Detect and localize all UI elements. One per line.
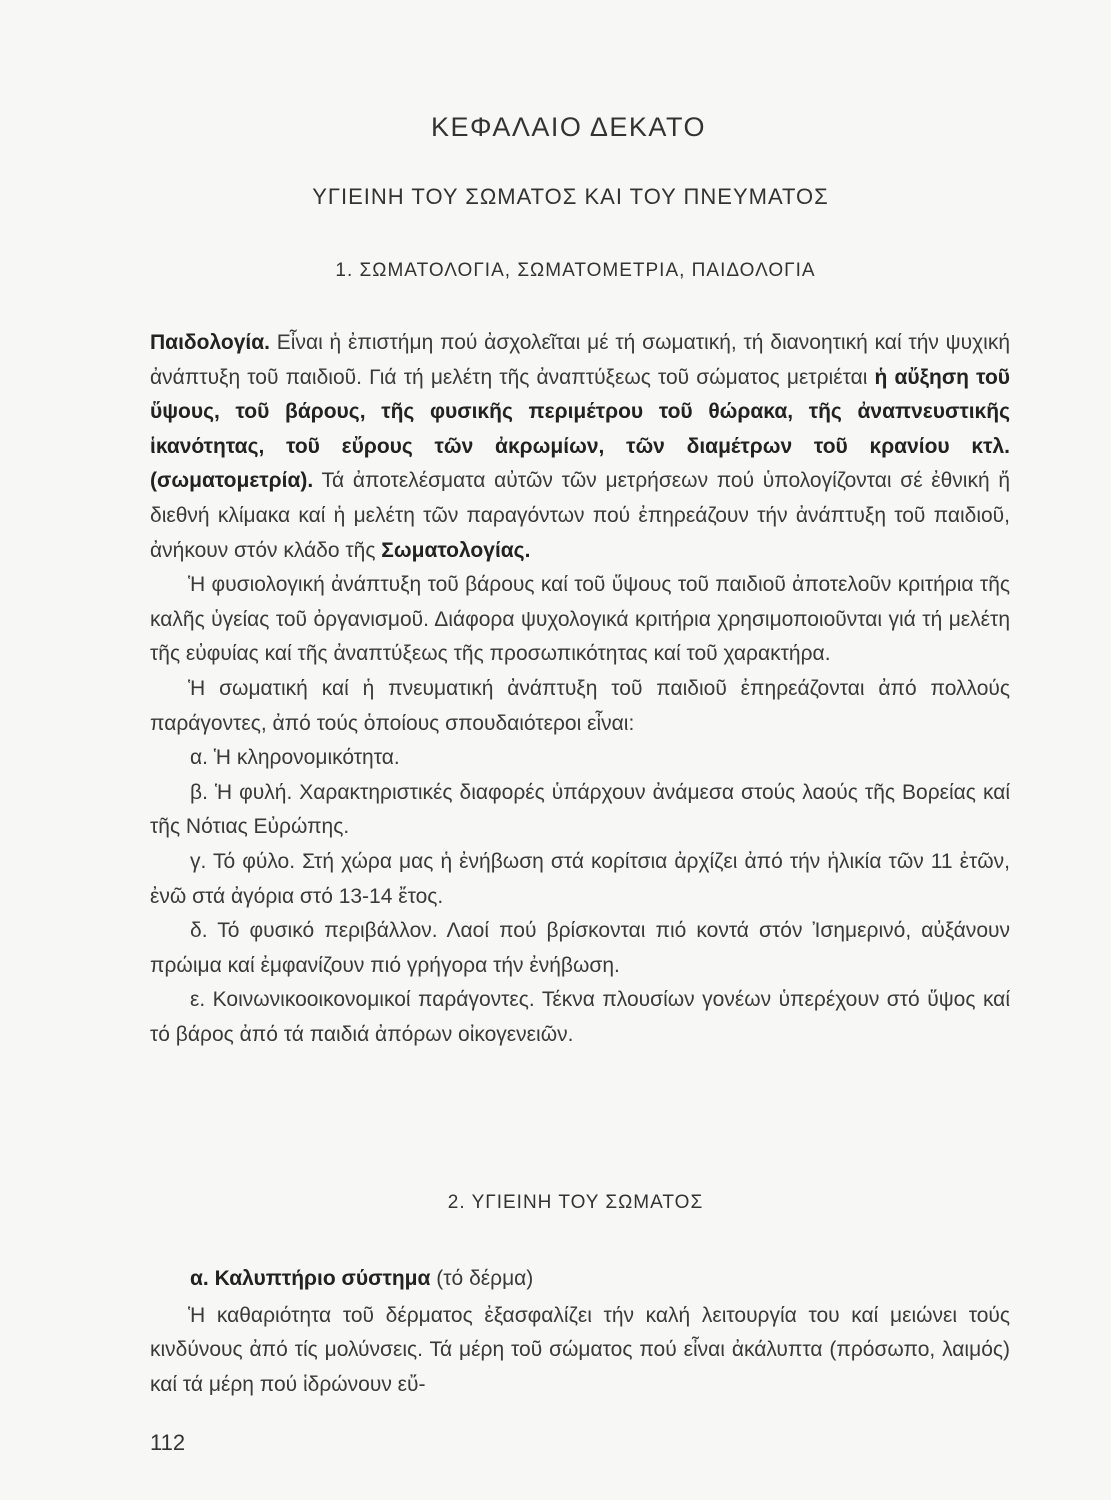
section1-heading: 1. ΣΩΜΑΤΟΛΟΓΙΑ, ΣΩΜΑΤΟΜΕΤΡΙΑ, ΠΑΙΔΟΛΟΓΙΑ (335, 260, 816, 281)
subsection-heading (150, 1262, 1010, 1297)
list-item: ε. Κοινωνικοοικονομικοί παράγοντες. Τέκνα πλουσίων γονέων ὑπερέχουν στό ὕψος καί τό βάρος ἀπό τά παιδιά ἀπόρων οἰκογενειῶν. (150, 988, 1010, 1046)
term-somatologia: Σωματολογίας. (381, 538, 531, 562)
paragraph-skin: Ἡ καθαριότητα τοῦ δέρματος ἐξασφαλίζει τήν καλή λειτουργία του καί μειώνει τούς κινδύνους ἀπό τίς μολύνσεις. Τά μέρη τοῦ σώματος πού εἶναι ἀκάλυπτα (πρόσωπο, λαιμός) καί τά μέρη πού ἱδρώνουν εὔ- (150, 1303, 1010, 1396)
term-paidologia: Παιδολογία. (150, 331, 270, 354)
paragraph-text: Εἶναι ἡ ἐπιστήμη πού ἀσχολεῖται μέ τή σωματική, τή διανοητική καί τήν ψυχική ἀνάπτυξη τοῦ παιδιοῦ. Γιά τή μελέτη τῆς ἀναπτύξεως τοῦ σώματος μετριέται (150, 331, 1010, 389)
list-item: α. Ἡ κληρονομικότητα. (190, 746, 400, 770)
section2-heading: 2. ΥΓΙΕΙΝΗ ΤΟΥ ΣΩΜΑΤΟΣ (447, 1192, 704, 1213)
subsection-note: (τό δέρμα) (430, 1267, 534, 1290)
paragraph-paidologia (150, 326, 1010, 568)
paragraph-physiological: Ἡ φυσιολογική ἀνάπτυξη τοῦ βάρους καί τοῦ ὕψους τοῦ παιδιοῦ ἀποτελοῦν κριτήρια τῆς καλῆς ὑγείας τοῦ ὀργανισμοῦ. Διάφορα ψυχολογικά κριτήρια χρησιμοποιοῦνται γιά τή μελέτη τῆς εὐφυίας καί τῆς ἀναπτύξεως τῆς προσωπικότητας καί τοῦ χαρακτήρα. (150, 573, 1010, 666)
bold-measurements: ἡ αὔξηση τοῦ ὕψους, τοῦ βάρους, τῆς φυσικῆς περιμέτρου τοῦ θώρακα, τῆς ἀναπνευστικῆς ἱκανότητας, τοῦ εὔρους τῶν ἀκρωμίων, τῶν διαμέτρων τοῦ κρανίου κτλ. (σωματομετρία). (150, 365, 1010, 493)
chapter-heading: ΚΕΦΑΛΑΙΟ ΔΕΚΑΤΟ (431, 112, 706, 142)
paragraph-factors: Ἡ σωματική καί ἡ πνευματική ἀνάπτυξη τοῦ παιδιοῦ ἐπηρεάζονται ἀπό πολλούς παράγοντες, ἀπό τούς ὁποίους σπουδαιότεροι εἶναι: (150, 676, 1010, 735)
section2-body (150, 1262, 1010, 1402)
chapter-title: ΥΓΙΕΙΝΗ ΤΟΥ ΣΩΜΑΤΟΣ ΚΑΙ ΤΟΥ ΠΝΕΥΜΑΤΟΣ (312, 184, 829, 209)
list-item: β. Ἡ φυλή. Χαρακτηριστικές διαφορές ὑπάρχουν ἀνάμεσα στούς λαούς τῆς Βορείας καί τῆς Νότιας Εὐρώπης. (150, 780, 1010, 839)
list-item: γ. Τό φύλο. Στή χώρα μας ἡ ἐνήβωση στά κορίτσια ἀρχίζει ἀπό τήν ἡλικία τῶν 11 ἐτῶν, ἐνῶ στά ἀγόρια στό 13-14 ἔτος. (150, 849, 1010, 908)
page-number: 112 (150, 1430, 186, 1455)
list-item: δ. Τό φυσικό περιβάλλον. Λαοί πού βρίσκονται πιό κοντά στόν Ἰσημερινό, αὐξάνουν πρώιμα καί ἐμφανίζουν πιό γρήγορα τήν ἐνήβωση. (150, 919, 1010, 977)
subsection-title: α. Καλυπτήριο σύστημα (190, 1267, 431, 1290)
section1-body (150, 326, 1010, 1052)
paragraph-text: Τά ἀποτελέσματα αὐτῶν τῶν μετρήσεων πού ὑπολογίζονται σέ ἐθνική ἤ διεθνή κλίμακα καί ἡ μελέτη τῶν παραγόντων πού ἐπηρεάζουν τήν ἀνάπτυξη τοῦ παιδιοῦ, ἀνήκουν στόν κλάδο τῆς (150, 469, 1010, 562)
